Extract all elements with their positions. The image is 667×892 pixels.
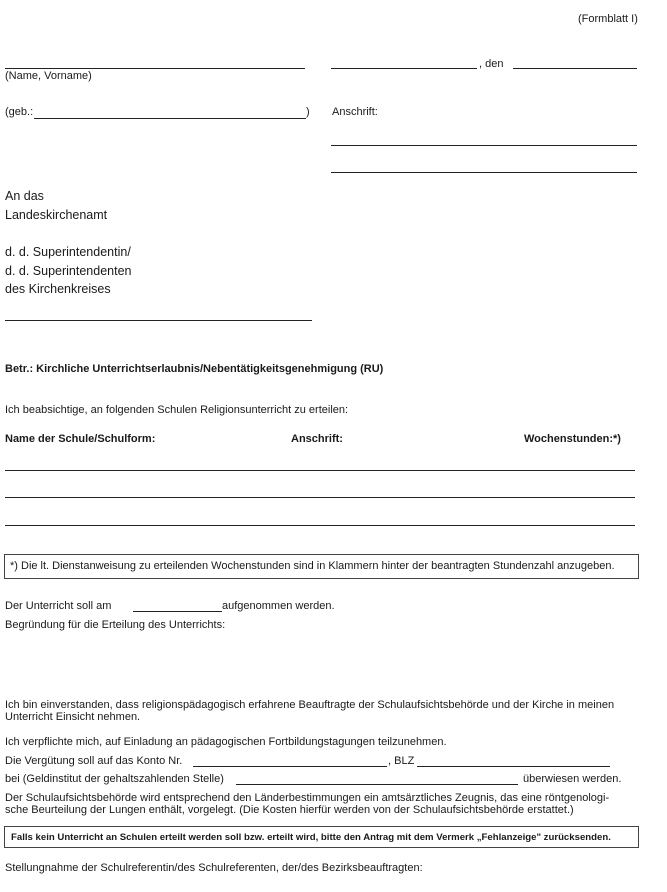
reason-label: Begründung für die Erteilung des Unterrichts: xyxy=(5,619,226,631)
recipient-line-1: An das xyxy=(5,189,44,203)
footnote-box xyxy=(4,554,639,579)
bank-line[interactable] xyxy=(236,784,518,785)
school-line-1[interactable] xyxy=(5,470,635,471)
konto-prefix: Die Vergütung soll auf das Konto Nr. xyxy=(5,755,183,767)
footnote-text: *) Die lt. Dienstanweisung zu erteilenden Wochenstunden sind in Klammern hinter der beantragten Stundenzahl anzugeben. xyxy=(10,560,615,572)
anschrift-label: Anschrift: xyxy=(332,106,378,118)
bank-suffix: überwiesen werden. xyxy=(523,773,622,785)
anschrift-line-1[interactable] xyxy=(331,145,637,146)
recipient-line-5: des Kirchenkreises xyxy=(5,282,111,296)
recipient-line-3: d. d. Superintendentin/ xyxy=(5,245,131,259)
name-line[interactable] xyxy=(5,68,305,69)
notice-box xyxy=(4,826,639,848)
geb-prefix: (geb.: xyxy=(5,106,34,118)
start-date-line[interactable] xyxy=(133,611,222,612)
geb-suffix: ) xyxy=(306,106,310,118)
school-line-3[interactable] xyxy=(5,525,635,526)
name-label: (Name, Vorname) xyxy=(5,70,92,82)
col-hours: Wochenstunden:*) xyxy=(524,433,621,445)
intent: Ich beabsichtige, an folgenden Schulen Religionsunterricht zu erteilen: xyxy=(5,404,349,416)
start-prefix: Der Unterricht soll am xyxy=(5,600,112,612)
date-line[interactable] xyxy=(513,68,637,69)
school-line-2[interactable] xyxy=(5,497,635,498)
obligation: Ich verpflichte mich, auf Einladung an pädagogischen Fortbildungstagungen teilzunehmen. xyxy=(5,736,447,748)
blz-label: , BLZ xyxy=(388,755,415,767)
col-school: Name der Schule/Schulform: xyxy=(5,433,156,445)
bank-prefix: bei (Geldinstitut der gehaltszahlenden Stelle) xyxy=(5,773,224,785)
start-suffix: aufgenommen werden. xyxy=(222,600,335,612)
den-label: , den xyxy=(479,58,504,70)
health-line-2: sche Beurteilung der Lungen enthält, vorgelegt. (Die Kosten hierfür werden von der Schulaufsichtsbehörde erstattet.) xyxy=(5,804,574,816)
anschrift-line-2[interactable] xyxy=(331,172,637,173)
form-id: (Formblatt I) xyxy=(578,13,638,25)
place-line[interactable] xyxy=(331,68,477,69)
kirchenkreis-line[interactable] xyxy=(5,320,312,321)
col-address: Anschrift: xyxy=(291,433,343,445)
statement-label: Stellungnahme der Schulreferentin/des Schulreferenten, der/des Bezirksbeauftragten: xyxy=(5,862,423,874)
subject: Betr.: Kirchliche Unterrichtserlaubnis/Nebentätigkeitsgenehmigung (RU) xyxy=(5,363,384,375)
recipient-line-4: d. d. Superintendenten xyxy=(5,264,132,278)
geb-line[interactable] xyxy=(34,118,306,119)
blz-line[interactable] xyxy=(417,766,610,767)
recipient-line-2: Landeskirchenamt xyxy=(5,208,108,222)
notice-text: Falls kein Unterricht an Schulen erteilt werden soll bzw. erteilt wird, bitte den Antrag mit dem Vermerk „Fehlanzeige" zurücksenden. xyxy=(11,832,611,843)
konto-line[interactable] xyxy=(193,766,387,767)
health-line-1: Der Schulaufsichtsbehörde wird entsprechend den Länderbestimmungen ein amtsärztliches Zeugnis, das eine röntgenologi- xyxy=(5,792,610,804)
consent-line-2: Unterricht Einsicht nehmen. xyxy=(5,711,141,723)
consent-line-1: Ich bin einverstanden, dass religionspädagogisch erfahrene Beauftragte der Schulaufsichtsbehörde und der Kirche in meinen xyxy=(5,699,615,711)
